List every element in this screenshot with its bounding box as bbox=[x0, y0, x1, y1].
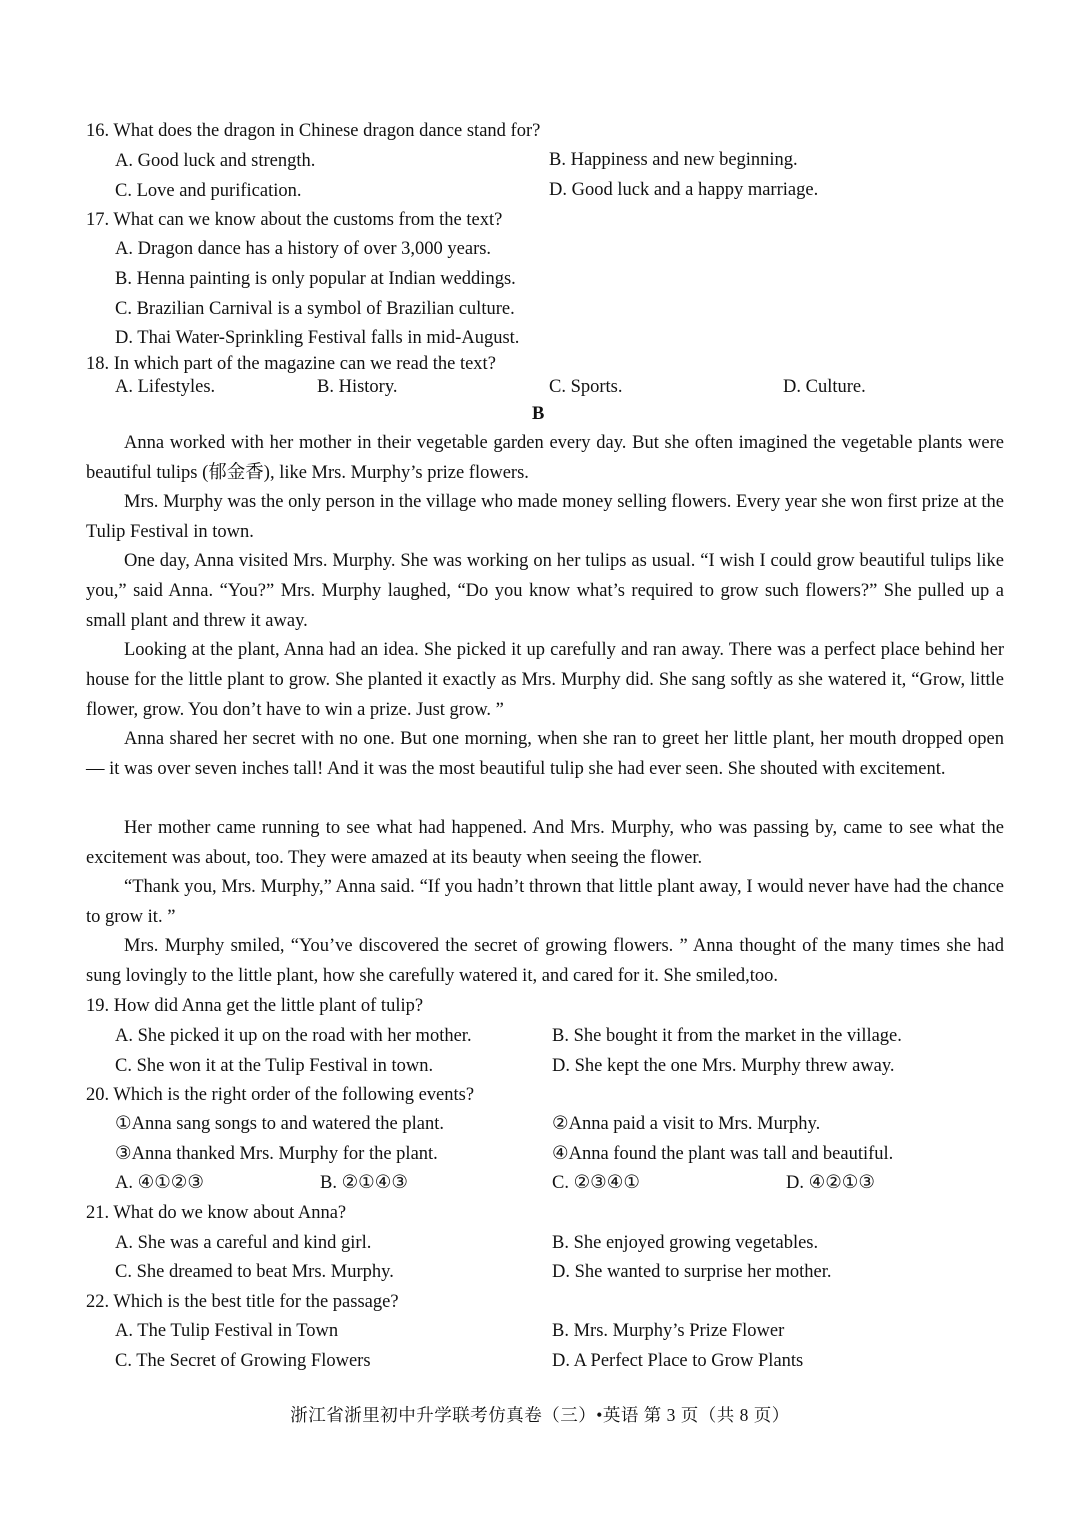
q22-option-b: B. Mrs. Murphy’s Prize Flower bbox=[552, 1321, 785, 1341]
question-18-stem: 18. In which part of the magazine can we read the text? bbox=[86, 354, 496, 374]
passage-paragraph: Anna shared her secret with no one. But one morning, when she ran to greet her little plant, her mouth dropped open — it was over seven inches tall! And it was the most beautiful tulip she had ever seen. She shouted with excitement. bbox=[86, 729, 1004, 779]
passage-paragraph: One day, Anna visited Mrs. Murphy. She was working on her tulips as usual. “I wish I could grow beautiful tulips like you,” said Anna. “You?” Mrs. Murphy laughed, “Do you know what’s required to grow such flowers?” She pulled up a small plant and threw it away. bbox=[86, 551, 1004, 631]
q18-option-b: B. History. bbox=[317, 377, 398, 397]
q22-option-a: A. The Tulip Festival in Town bbox=[115, 1321, 339, 1341]
q22-option-d: D. A Perfect Place to Grow Plants bbox=[552, 1351, 804, 1371]
q21-option-d: D. She wanted to surprise her mother. bbox=[552, 1262, 832, 1282]
q20-option-a: A. ④①②③ bbox=[115, 1173, 204, 1193]
passage-paragraph: Mrs. Murphy was the only person in the village who made money selling flowers. Every year she won first prize at the Tulip Festival in town. bbox=[86, 492, 1004, 542]
q17-option-a: A. Dragon dance has a history of over 3,000 years. bbox=[115, 239, 492, 259]
passage-paragraph: Mrs. Murphy smiled, “You’ve discovered the secret of growing flowers. ” Anna thought of the many times she had sung lovingly to the little plant, how she carefully watered it, and cared for it. She smiled,too. bbox=[86, 936, 1004, 986]
q18-option-a: A. Lifestyles. bbox=[115, 377, 216, 397]
q19-option-b: B. She bought it from the market in the village. bbox=[552, 1026, 902, 1046]
q20-event-2: ②Anna paid a visit to Mrs. Murphy. bbox=[552, 1114, 821, 1134]
question-20-stem: 20. Which is the right order of the following events? bbox=[86, 1085, 475, 1105]
page-footer: 浙江省浙里初中升学联考仿真卷（三）•英语 第 3 页（共 8 页） bbox=[290, 1405, 790, 1425]
q21-option-c: C. She dreamed to beat Mrs. Murphy. bbox=[115, 1262, 394, 1282]
passage-paragraph: “Thank you, Mrs. Murphy,” Anna said. “If you hadn’t thrown that little plant away, I would never have had the chance to grow it. ” bbox=[86, 877, 1004, 927]
q22-option-c: C. The Secret of Growing Flowers bbox=[115, 1351, 371, 1371]
q20-option-b: B. ②①④③ bbox=[320, 1173, 408, 1193]
passage-paragraph: Anna worked with her mother in their vegetable garden every day. But she often imagined the vegetable plants were beautiful tulips (郁金香), like Mrs. Murphy’s prize flowers. bbox=[86, 433, 1004, 483]
q17-option-c: C. Brazilian Carnival is a symbol of Brazilian culture. bbox=[115, 299, 515, 319]
q19-option-c: C. She won it at the Tulip Festival in town. bbox=[115, 1056, 434, 1076]
question-22-stem: 22. Which is the best title for the passage? bbox=[86, 1292, 399, 1312]
q16-option-a: A. Good luck and strength. bbox=[115, 151, 316, 171]
q21-option-b: B. She enjoyed growing vegetables. bbox=[552, 1233, 819, 1253]
passage-paragraph: Her mother came running to see what had happened. And Mrs. Murphy, who was passing by, came to see what the excitement was about, too. They were amazed at its beauty when seeing the flower. bbox=[86, 818, 1004, 868]
q20-event-3: ③Anna thanked Mrs. Murphy for the plant. bbox=[115, 1144, 438, 1164]
q18-option-d: D. Culture. bbox=[783, 377, 866, 397]
question-16-stem: 16. What does the dragon in Chinese dragon dance stand for? bbox=[86, 121, 541, 141]
q20-option-d: D. ④②①③ bbox=[786, 1173, 875, 1193]
question-17-stem: 17. What can we know about the customs from the text? bbox=[86, 210, 503, 230]
q21-option-a: A. She was a careful and kind girl. bbox=[115, 1233, 372, 1253]
q17-option-b: B. Henna painting is only popular at Indian weddings. bbox=[115, 269, 516, 289]
q16-option-c: C. Love and purification. bbox=[115, 181, 302, 201]
q20-event-1: ①Anna sang songs to and watered the plant. bbox=[115, 1114, 444, 1134]
q16-option-d: D. Good luck and a happy marriage. bbox=[549, 180, 819, 200]
q20-event-4: ④Anna found the plant was tall and beautiful. bbox=[552, 1144, 894, 1164]
q16-option-b: B. Happiness and new beginning. bbox=[549, 150, 798, 170]
q19-option-a: A. She picked it up on the road with her mother. bbox=[115, 1026, 472, 1046]
passage-paragraph: Looking at the plant, Anna had an idea. She picked it up carefully and ran away. There was a perfect place behind her house for the little plant to grow. She planted it exactly as Mrs. Murphy did. She sang softly as she watered it, “Grow, little flower, grow. You don’t have to win a prize. Just grow. ” bbox=[86, 640, 1004, 720]
q17-option-d: D. Thai Water-Sprinkling Festival falls in mid-August. bbox=[115, 328, 520, 348]
question-21-stem: 21. What do we know about Anna? bbox=[86, 1203, 347, 1223]
question-19-stem: 19. How did Anna get the little plant of tulip? bbox=[86, 996, 424, 1016]
q19-option-d: D. She kept the one Mrs. Murphy threw away. bbox=[552, 1056, 895, 1076]
section-b-heading: B bbox=[532, 404, 545, 424]
q18-option-c: C. Sports. bbox=[549, 377, 623, 397]
q20-option-c: C. ②③④① bbox=[552, 1173, 640, 1193]
